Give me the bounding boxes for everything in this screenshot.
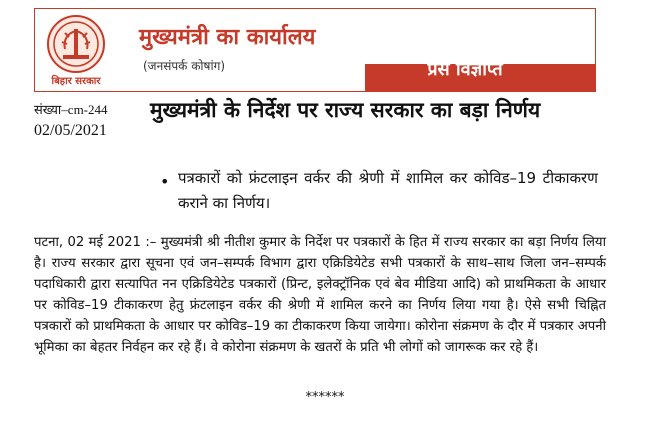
office-subtitle: (जनसंपर्क कोषांग) [143,59,226,73]
bullet-icon: • [160,172,170,191]
body-paragraph: पटना, 02 मई 2021 :– मुख्यमंत्री श्री नीतीश कुमार के निर्देश पर पत्रकारों के हित में राज्य सरकार का बड़ा निर्णय लिया है। राज्य सरकार द्वारा सूचना एवं जन–सम्पर्क विभाग द्वारा एक्रिडियेटेड सभी पत्रकारों के साथ–साथ जिला जन–सम्पर्क पदाधिकारी द्वारा सत्यापित नन एक्रिडियेटेड पत्रकारों (प्रिन्ट, इलेक्ट्रॉनिक एवं बेव मीडिया आदि) को प्राथमिकता के आधार पर कोविड–19 टीकाकरण हेतु फ्रंटलाइन वर्कर की श्रेणी में शामिल करने का निर्णय लिया गया है। ऐसे सभी चिह्नित पत्रकारों को प्राथमिकता के आधार पर कोविड–19 का टीकाकरण किया जायेगा। कोरोना संक्रमण के दौर में पत्रकार अपनी भूमिका का बेहतर निर्वहन कर रहे हैं। वे कोरोना संक्रमण के खतरों के प्रति भी लोगों को जागरूक कर रहे हैं। [34,235,606,355]
end-marker: ****** [305,390,345,405]
release-date: 02/05/2021 [34,122,107,139]
headline: मुख्यमंत्री के निर्देश पर राज्य सरकार का बड़ा निर्णय [150,98,541,122]
bihar-government-emblem-icon [47,15,105,73]
summary-bullet: पत्रकारों को फ्रंटलाइन वर्कर की श्रेणी में शामिल कर कोविड–19 टीकाकरण कराने का निर्णय। [178,169,598,212]
office-title: मुख्यमंत्री का कार्यालय [139,25,316,50]
logo-caption: बिहार सरकार [51,76,101,87]
reference-number: संख्या–cm-244 [34,102,108,117]
press-release-label: प्रेस विज्ञप्ति [427,59,503,80]
